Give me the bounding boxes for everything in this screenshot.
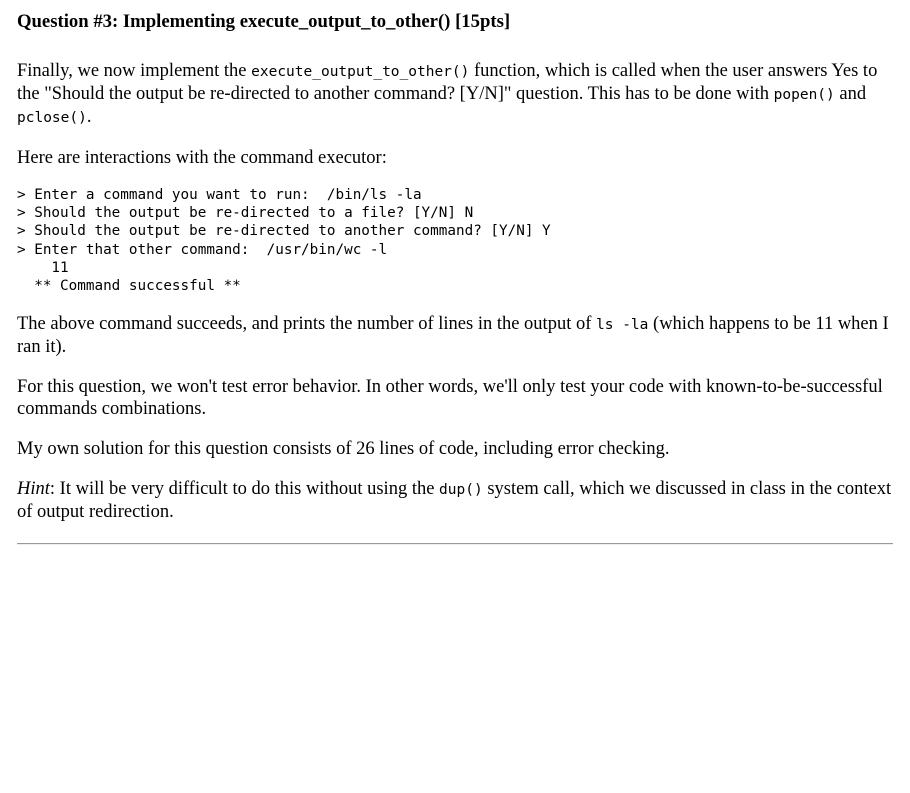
pclose-code: pclose() xyxy=(17,110,87,126)
interactions-paragraph: Here are interactions with the command executor: xyxy=(17,148,387,168)
intro-paragraph xyxy=(17,60,893,129)
terminal-line: 11 xyxy=(17,259,69,276)
intro-text-1: Finally, we now implement the xyxy=(17,61,252,81)
solution-paragraph: My own solution for this question consists of 26 lines of code, including error checking. xyxy=(17,439,670,460)
result-paragraph xyxy=(17,313,893,358)
hint-paragraph xyxy=(17,478,893,523)
dup-code: dup() xyxy=(439,482,483,499)
terminal-line: > Should the output be re-directed to a file? [Y/N] N xyxy=(17,205,474,222)
terminal-line: > Enter a command you want to run: /bin/ls -la xyxy=(17,187,422,203)
hint-text-1: : It will be very difficult to do this without using the xyxy=(49,479,440,500)
function-name-code: execute_output_to_other() xyxy=(251,64,470,80)
terminal-line: > Enter that other command: /usr/bin/wc -l xyxy=(17,241,388,258)
hint-label: Hint xyxy=(17,479,50,500)
result-text-1: The above command succeeds, and prints the number of lines in the output of xyxy=(17,314,597,335)
intro-text-4: . xyxy=(86,107,92,127)
intro-text-3: and xyxy=(834,84,867,104)
ls-code: ls -la xyxy=(596,317,649,334)
testing-paragraph: For this question, we won't test error behavior. In other words, we'll only test your code with known-to-be-successful commands combinations. xyxy=(17,377,883,420)
result-text-2: (which happens to be 11 when I ran it). xyxy=(17,314,889,358)
terminal-line: ** Command successful ** xyxy=(17,278,241,295)
terminal-line: > Should the output be re-directed to another command? [Y/N] Y xyxy=(17,223,551,240)
terminal-transcript xyxy=(17,186,893,295)
popen-code: popen() xyxy=(773,87,835,103)
hint-text-2: system call, which we discussed in class in the context of output redirection. xyxy=(17,479,892,523)
question-title: Question #3: Implementing execute_output_to_other() [15pts] xyxy=(17,11,511,32)
horizontal-divider xyxy=(17,543,893,545)
intro-text-2: function, which is called when the user answers Yes to the "Should the output be re-directed to another command? [Y/N]" question. This has to be done with xyxy=(17,61,878,104)
